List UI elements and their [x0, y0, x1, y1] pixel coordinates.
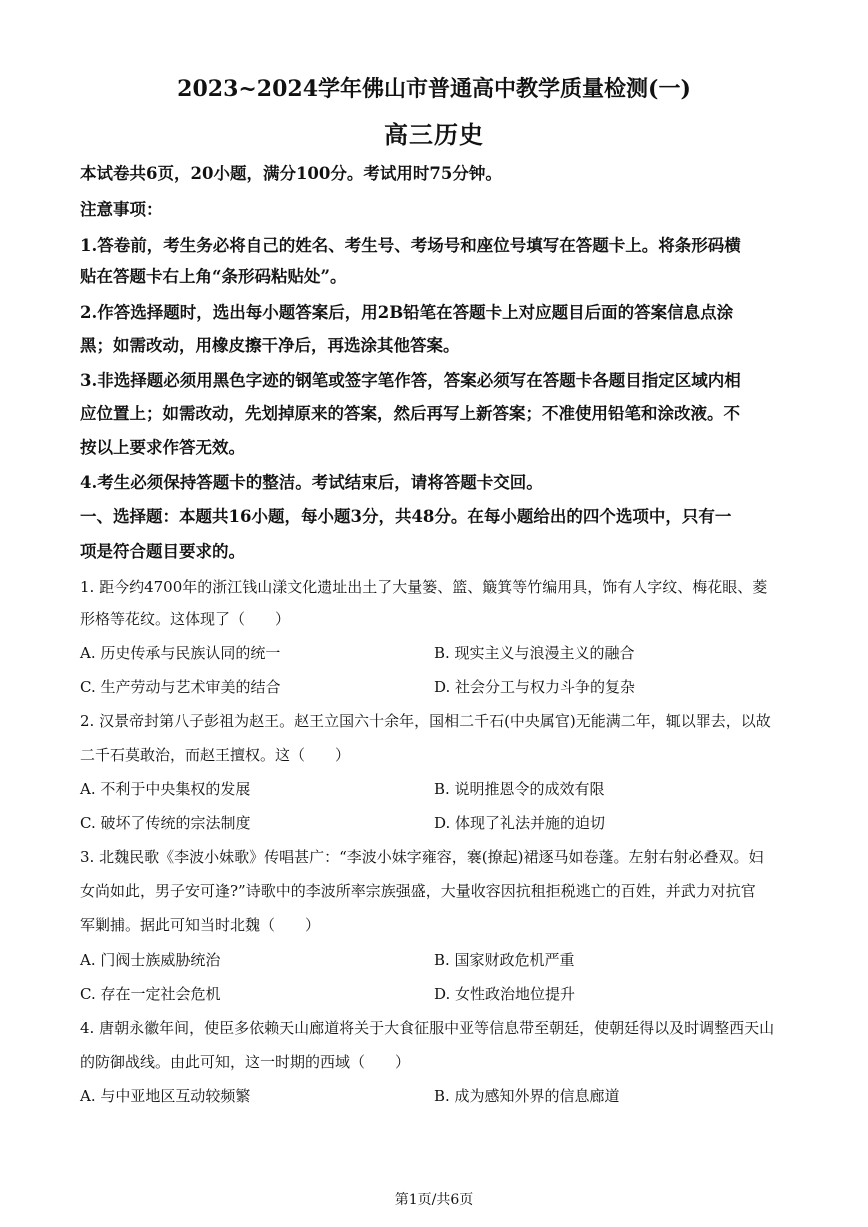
question-1-option-d: D. 社会分工与权力斗争的复杂	[434, 678, 636, 696]
question-4-stem-line-2: 的防御战线。由此可知，这一时期的西域（ ）	[80, 1053, 411, 1071]
question-4-option-b: B. 成为感知外界的信息廊道	[434, 1087, 620, 1105]
question-1-stem-line-1: 1. 距今约4700年的浙江钱山漾文化遗址出土了大量篓、篮、簸箕等竹编用具，饰有人字纹、梅花眼、菱	[80, 578, 768, 596]
note-3-line-3: 按以上要求作答无效。	[80, 438, 245, 457]
note-1-line-1: 1.答卷前，考生务必将自己的姓名、考生号、考场号和座位号填写在答题卡上。将条形码横	[80, 236, 741, 255]
question-3-stem-line-1: 3. 北魏民歌《李波小妹歌》传唱甚广：“李波小妹字雍容，褰(撩起)裙逐马如卷蓬。左射右射必叠双。妇	[80, 848, 764, 866]
question-3-stem-line-3: 军剿捕。据此可知当时北魏（ ）	[80, 916, 321, 934]
section-heading-line-1: 一、选择题：本题共16小题，每小题3分，共48分。在每小题给出的四个选项中，只有一	[80, 507, 732, 526]
question-1-stem-line-2: 形格等花纹。这体现了（ ）	[80, 610, 291, 628]
note-3-line-1: 3.非选择题必须用黑色字迹的钢笔或签字笔作答，答案必须写在答题卡各题目指定区域内相	[80, 371, 741, 390]
note-4-line-1: 4.考生必须保持答题卡的整洁。考试结束后，请将答题卡交回。	[80, 473, 543, 492]
note-2-line-1: 2.作答选择题时，选出每小题答案后，用2B铅笔在答题卡上对应题目后面的答案信息点涂	[80, 303, 734, 322]
subject-title: 高三历史	[384, 120, 484, 149]
page-footer: 第1页/共6页	[394, 1192, 474, 1208]
question-3-option-d: D. 女性政治地位提升	[434, 985, 576, 1003]
question-1-option-c: C. 生产劳动与艺术审美的结合	[80, 678, 281, 696]
question-2-stem-line-2: 二千石莫敢治，而赵王擅权。这（ ）	[80, 746, 351, 764]
question-1-option-b: B. 现实主义与浪漫主义的融合	[434, 644, 635, 662]
question-3-option-a: A. 门阀士族威胁统治	[80, 951, 221, 969]
question-4-stem-line-1: 4. 唐朝永徽年间，使臣多依赖天山廊道将关于大食征服中亚等信息带至朝廷，使朝廷得以及时调整西天山	[80, 1019, 775, 1037]
section-heading-line-2: 项是符合题目要求的。	[80, 542, 245, 561]
exam-title: 2023~2024学年佛山市普通高中教学质量检测(一)	[177, 76, 691, 102]
notes-heading: 注意事项：	[80, 200, 163, 219]
question-3-option-b: B. 国家财政危机严重	[434, 951, 575, 969]
question-2-option-b: B. 说明推恩令的成效有限	[434, 780, 605, 798]
question-3-stem-line-2: 女尚如此，男子安可逢?”诗歌中的李波所率宗族强盛，大量收容因抗租拒税逃亡的百姓，并武力对抗官	[80, 882, 756, 900]
note-3-line-2: 应位置上；如需改动，先划掉原来的答案，然后再写上新答案；不准使用铅笔和涂改液。不	[80, 404, 740, 423]
question-2-option-a: A. 不利于中央集权的发展	[80, 780, 251, 798]
exam-summary: 本试卷共6页，20小题，满分100分。考试用时75分钟。	[80, 164, 502, 183]
question-3-option-c: C. 存在一定社会危机	[80, 985, 221, 1003]
question-2-option-c: C. 破坏了传统的宗法制度	[80, 814, 251, 832]
note-1-line-2: 贴在答题卡右上角“条形码粘贴处”。	[80, 267, 347, 286]
note-2-line-2: 黑；如需改动，用橡皮擦干净后，再选涂其他答案。	[80, 336, 460, 355]
question-1-option-a: A. 历史传承与民族认同的统一	[80, 644, 281, 662]
question-2-option-d: D. 体现了礼法并施的迫切	[434, 814, 606, 832]
question-4-option-a: A. 与中亚地区互动较频繁	[80, 1087, 251, 1105]
question-2-stem-line-1: 2. 汉景帝封第八子彭祖为赵王。赵王立国六十余年，国相二千石(中央属官)无能满二年，辄以罪去，以故	[80, 712, 771, 730]
